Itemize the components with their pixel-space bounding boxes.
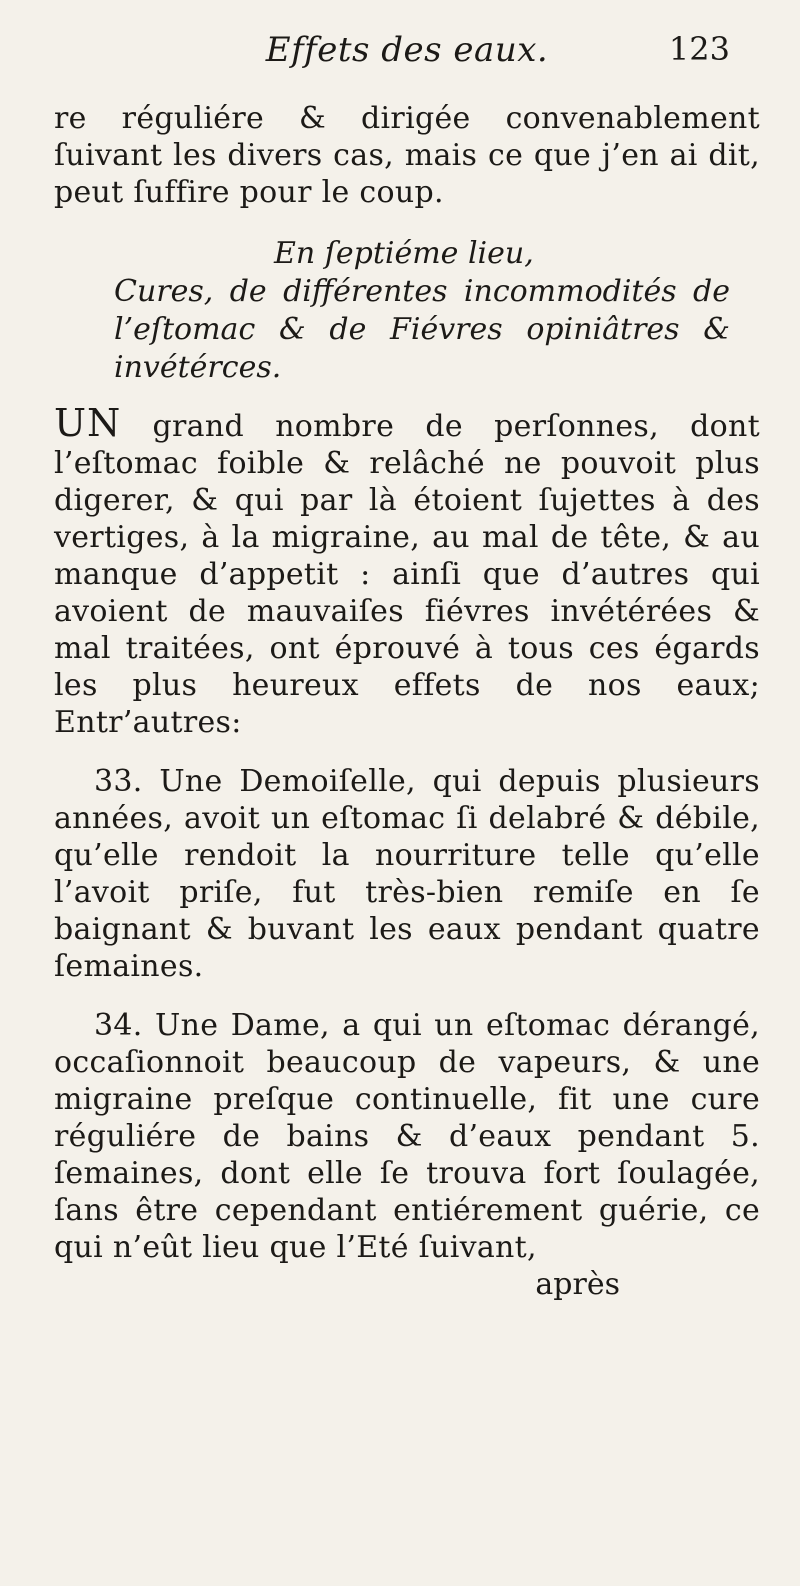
case-paragraph-33: 33. Une Demoiſelle, qui depuis plusieurs années, avoit un eſtomac ſi delabré & débile, qu’elle rendoit la nourriture telle qu’elle l’avoit priſe, fut très-bien remiſe en ſe baignant & buvant les eaux pendant quatre ſemaines. (54, 764, 760, 984)
catchword: après (535, 1267, 620, 1302)
case-paragraph-34: 34. Une Dame, a qui un eſtomac dérangé, occaſionnoit beaucoup de vapeurs, & une migraine preſque continuelle, fit une cure réguliére de bains & d’eaux pendant 5. ſemaines, dont elle ſe trouva fort ſoulagée, ſans être cependant entiérement guérie, ce qui n’eût lieu que l’Eté ſuivant, (54, 1008, 760, 1265)
intro-paragraph-text: grand nombre de perſonnes, dont l’eſtomac foible & relâché ne pouvoit plus digerer, & qui par là étoient ſujettes à des vertiges, à la migraine, au mal de tête, & au manque d’appetit : ainſi que d’autres qui avoient de mauvaiſes fiévres invétérées & mal traitées, ont éprouvé à tous ces égards les plus heureux effets de nos eaux; Entr’autres: (54, 409, 760, 740)
section-heading (54, 235, 760, 387)
page-number: 123 (668, 30, 730, 68)
section-heading-lead: En ſeptiéme lieu, (274, 236, 534, 271)
intro-paragraph (54, 401, 760, 741)
page-header (54, 30, 760, 90)
section-heading-text: Cures, de différentes incommodités de l’eſtomac & de Fiévres opiniâtres & invétérces. (114, 274, 730, 385)
drop-cap: UN (54, 401, 122, 445)
running-title: Effets des eaux. (265, 30, 549, 70)
continuation-paragraph: re réguliére & dirigée convenablement ſuivant les divers cas, mais ce que j’en ai dit, peut ſuffire pour le coup. (54, 101, 760, 210)
